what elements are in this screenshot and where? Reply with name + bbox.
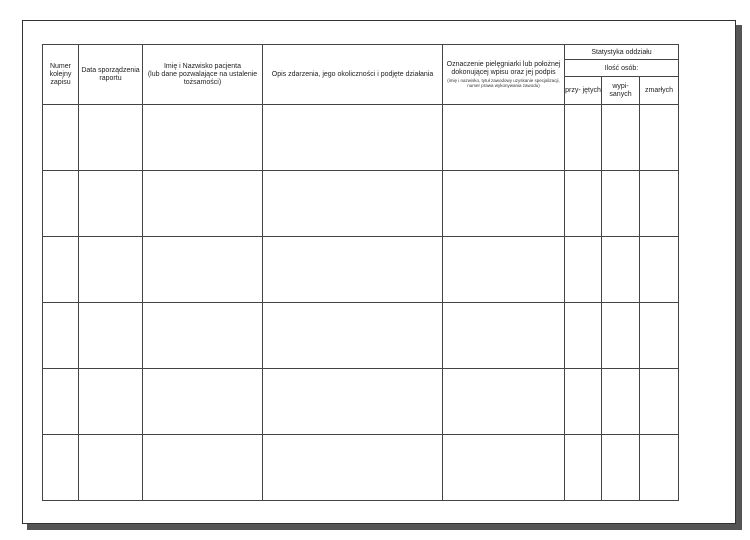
table-row <box>43 105 679 171</box>
cell-nurse-signature[interactable] <box>443 105 565 171</box>
table-row <box>43 369 679 435</box>
cell-nurse-signature[interactable] <box>443 435 565 501</box>
cell-discharged[interactable] <box>602 369 640 435</box>
cell-admitted[interactable] <box>565 237 602 303</box>
cell-description[interactable] <box>263 369 443 435</box>
cell-report-date[interactable] <box>79 369 143 435</box>
cell-entry-number[interactable] <box>43 303 79 369</box>
cell-description[interactable] <box>263 105 443 171</box>
header-nurse-signature: Oznaczenie pielęgniarki lub położnej dokonującej wpisu oraz jej podpis (imię i nazwisko, tytuł zawodowy uzyskanie specjalizacji, numer prawa wykonywania zawodu) <box>443 45 565 105</box>
header-number-of-persons: Ilość osób: <box>565 60 679 77</box>
cell-deceased[interactable] <box>640 105 679 171</box>
cell-report-date[interactable] <box>79 171 143 237</box>
cell-description[interactable] <box>263 303 443 369</box>
cell-discharged[interactable] <box>602 237 640 303</box>
cell-patient[interactable] <box>143 105 263 171</box>
cell-description[interactable] <box>263 435 443 501</box>
cell-patient[interactable] <box>143 237 263 303</box>
header-patient: Imię i Nazwisko pacjenta (lub dane pozwalające na ustalenie tożsamości) <box>143 45 263 105</box>
header-ward-statistics: Statystyka oddziału <box>565 45 679 60</box>
form-page <box>22 20 736 524</box>
cell-report-date[interactable] <box>79 303 143 369</box>
cell-deceased[interactable] <box>640 171 679 237</box>
cell-report-date[interactable] <box>79 105 143 171</box>
header-entry-number: Numer kolejny zapisu <box>43 45 79 105</box>
cell-discharged[interactable] <box>602 435 640 501</box>
cell-nurse-signature[interactable] <box>443 237 565 303</box>
cell-admitted[interactable] <box>565 435 602 501</box>
cell-entry-number[interactable] <box>43 435 79 501</box>
report-register-table <box>42 44 679 501</box>
cell-patient[interactable] <box>143 435 263 501</box>
header-description: Opis zdarzenia, jego okoliczności i podjęte działania <box>263 45 443 105</box>
cell-description[interactable] <box>263 171 443 237</box>
cell-entry-number[interactable] <box>43 369 79 435</box>
cell-report-date[interactable] <box>79 435 143 501</box>
cell-description[interactable] <box>263 237 443 303</box>
table-row <box>43 171 679 237</box>
cell-admitted[interactable] <box>565 171 602 237</box>
cell-admitted[interactable] <box>565 105 602 171</box>
cell-nurse-signature[interactable] <box>443 171 565 237</box>
cell-discharged[interactable] <box>602 105 640 171</box>
cell-patient[interactable] <box>143 369 263 435</box>
header-admitted: przy- jętych <box>565 77 602 105</box>
header-report-date: Data sporządzenia raportu <box>79 45 143 105</box>
cell-entry-number[interactable] <box>43 237 79 303</box>
cell-entry-number[interactable] <box>43 105 79 171</box>
cell-entry-number[interactable] <box>43 171 79 237</box>
table-row <box>43 303 679 369</box>
cell-nurse-signature[interactable] <box>443 369 565 435</box>
cell-deceased[interactable] <box>640 237 679 303</box>
header-deceased: zmarłych <box>640 77 679 105</box>
cell-discharged[interactable] <box>602 171 640 237</box>
cell-deceased[interactable] <box>640 369 679 435</box>
register-rows <box>43 105 679 501</box>
cell-nurse-signature[interactable] <box>443 303 565 369</box>
table-row <box>43 237 679 303</box>
cell-discharged[interactable] <box>602 303 640 369</box>
cell-patient[interactable] <box>143 171 263 237</box>
cell-admitted[interactable] <box>565 303 602 369</box>
table-row <box>43 435 679 501</box>
cell-deceased[interactable] <box>640 303 679 369</box>
cell-report-date[interactable] <box>79 237 143 303</box>
cell-deceased[interactable] <box>640 435 679 501</box>
header-nurse-note: (imię i nazwisko, tytuł zawodowy uzyskanie specjalizacji, numer prawa wykonywania zawodu) <box>447 78 560 88</box>
cell-admitted[interactable] <box>565 369 602 435</box>
header-discharged: wypi- sanych <box>602 77 640 105</box>
cell-patient[interactable] <box>143 303 263 369</box>
